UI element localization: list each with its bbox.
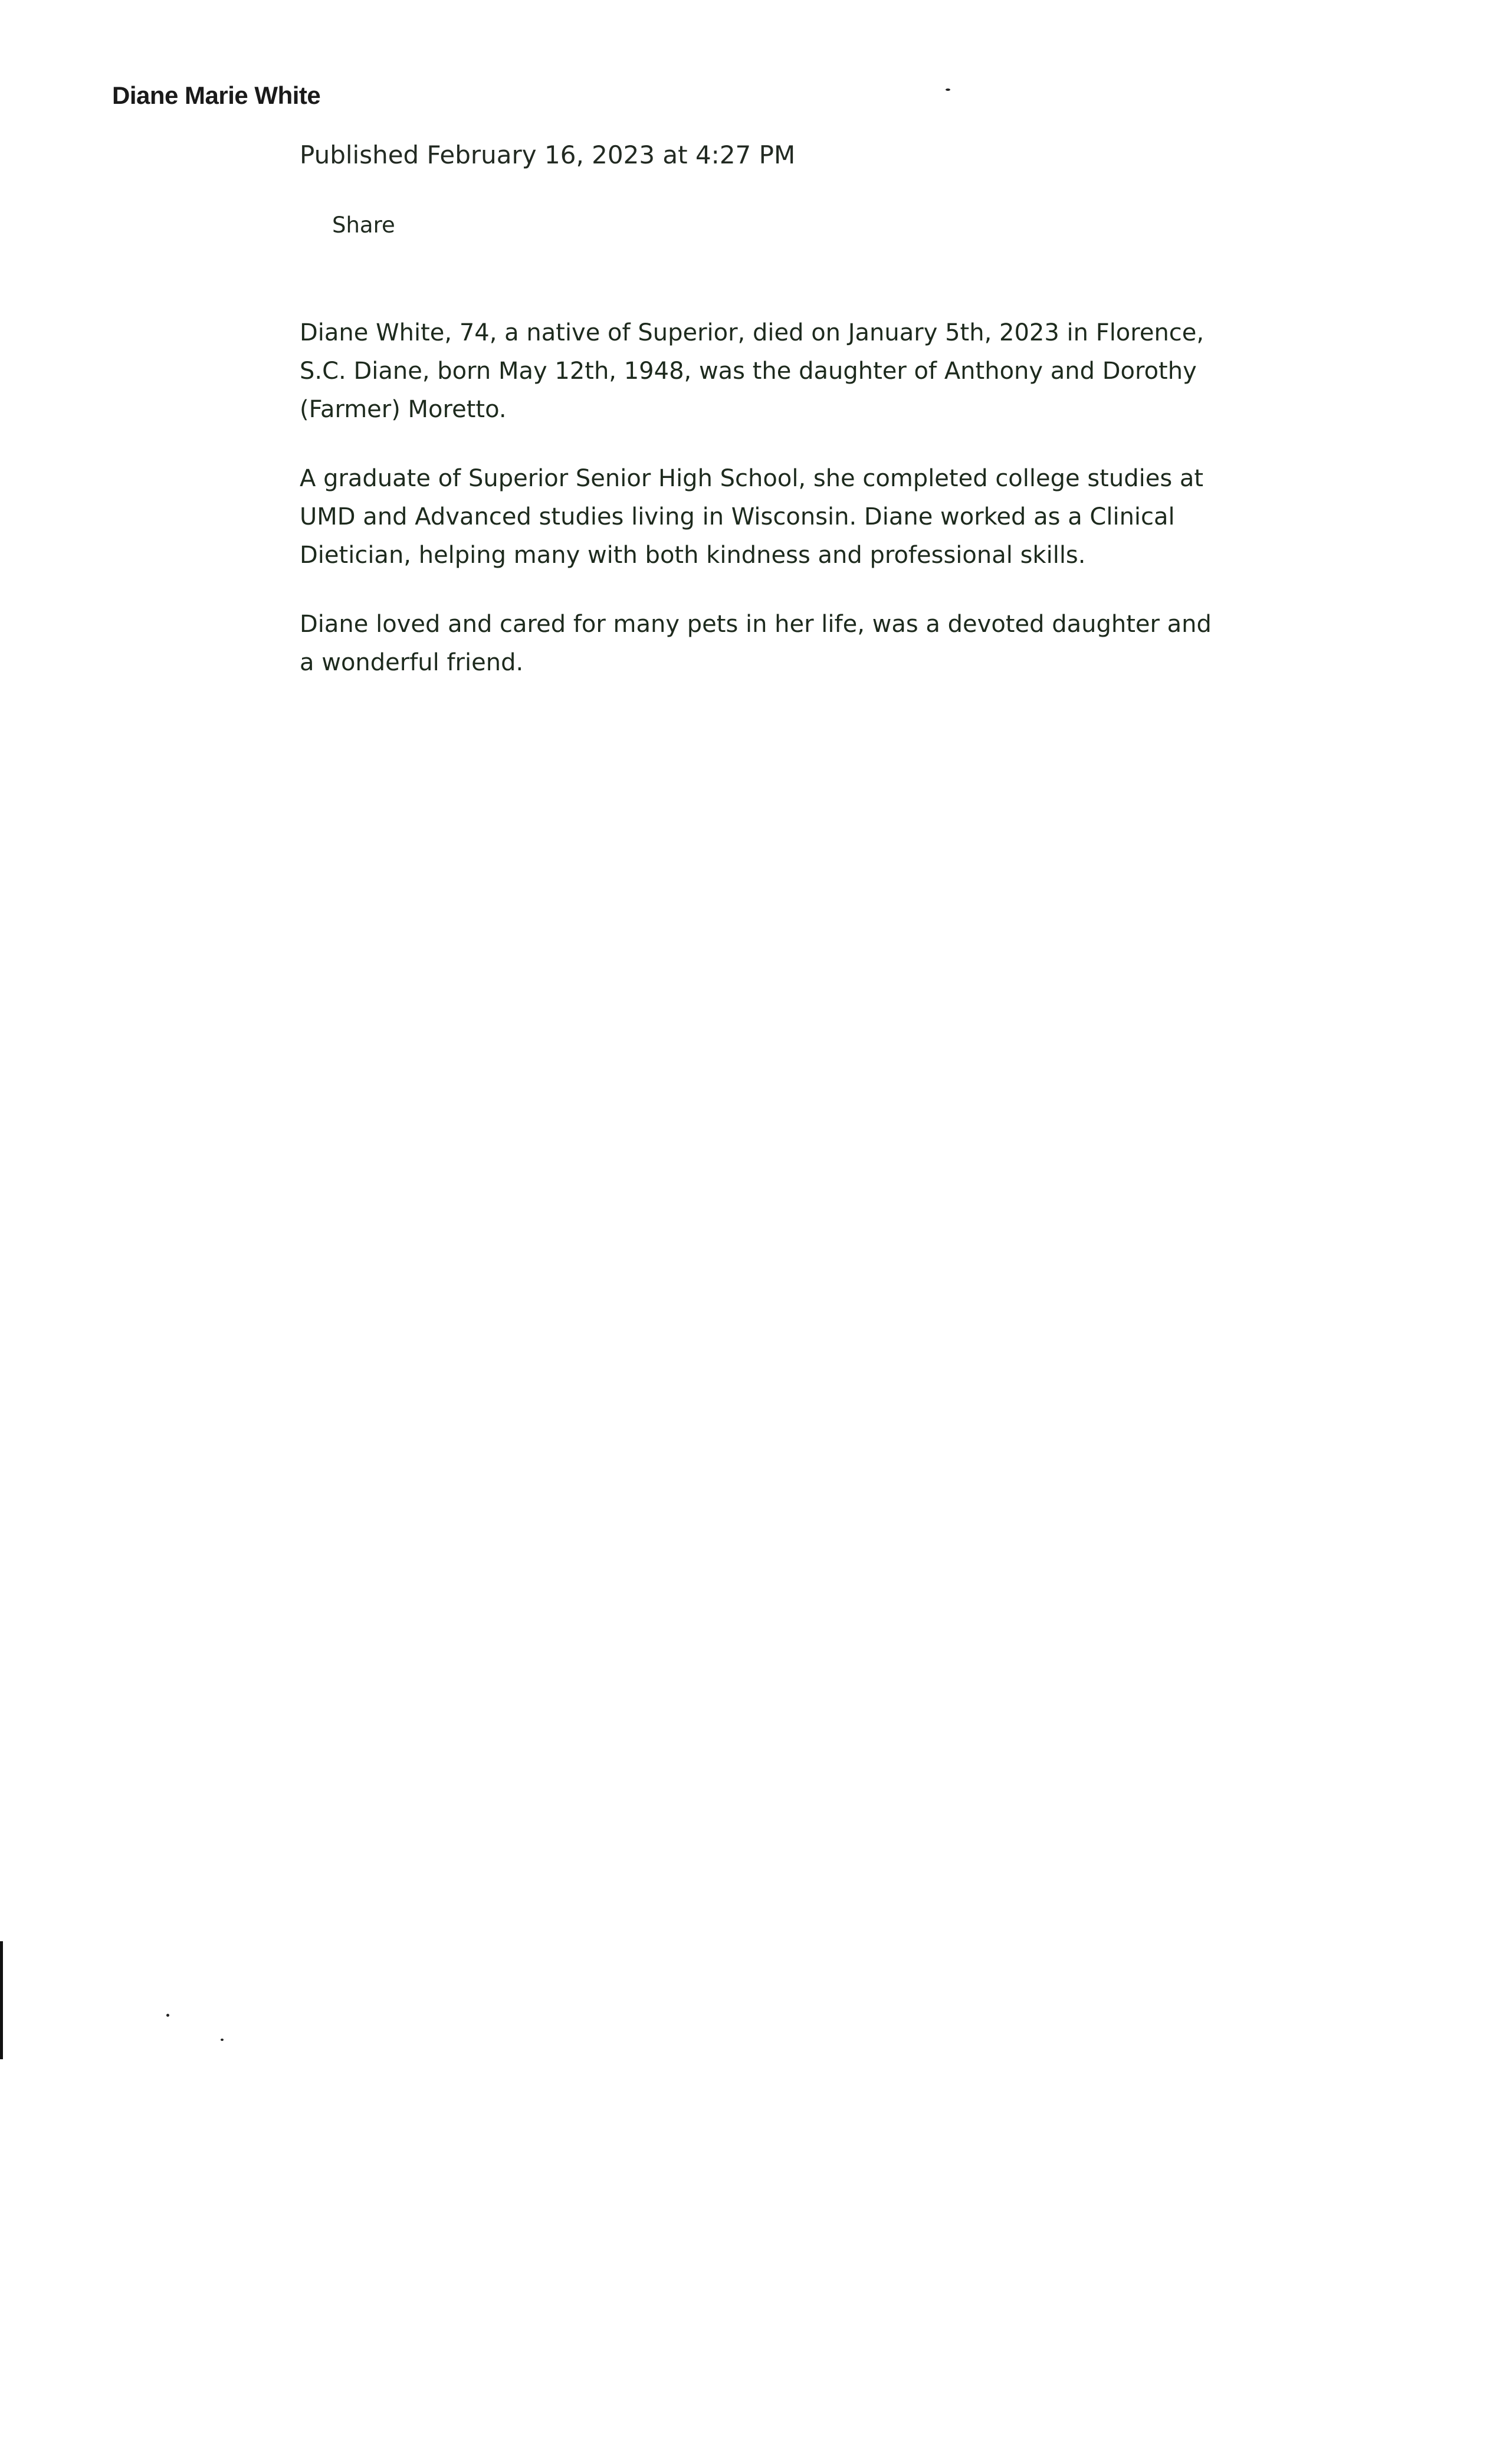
page-title: Diane Marie White xyxy=(112,81,321,109)
scan-speck xyxy=(221,2039,224,2041)
published-date: Published February 16, 2023 at 4:27 PM xyxy=(300,140,796,169)
scan-edge-mark xyxy=(0,1941,3,2059)
article-paragraph: Diane loved and cared for many pets in her life, was a devoted daughter and a wonderful friend. xyxy=(300,611,1212,676)
scan-speck xyxy=(166,2014,169,2017)
article-paragraph: A graduate of Superior Senior High School, she completed college studies at UMD and Advanced studies living in Wisconsin. Diane worked as a Clinical Dietician, helping many with both kindness and professional skills. xyxy=(300,465,1204,569)
article-body xyxy=(300,314,1220,713)
article-paragraph: Diane White, 74, a native of Superior, died on January 5th, 2023 in Florence, S.C. Diane, born May 12th, 1948, was the daughter of Anthony and Dorothy (Farmer) Moretto. xyxy=(300,319,1205,423)
share-button[interactable]: Share xyxy=(332,212,395,238)
scan-speck xyxy=(946,89,950,91)
